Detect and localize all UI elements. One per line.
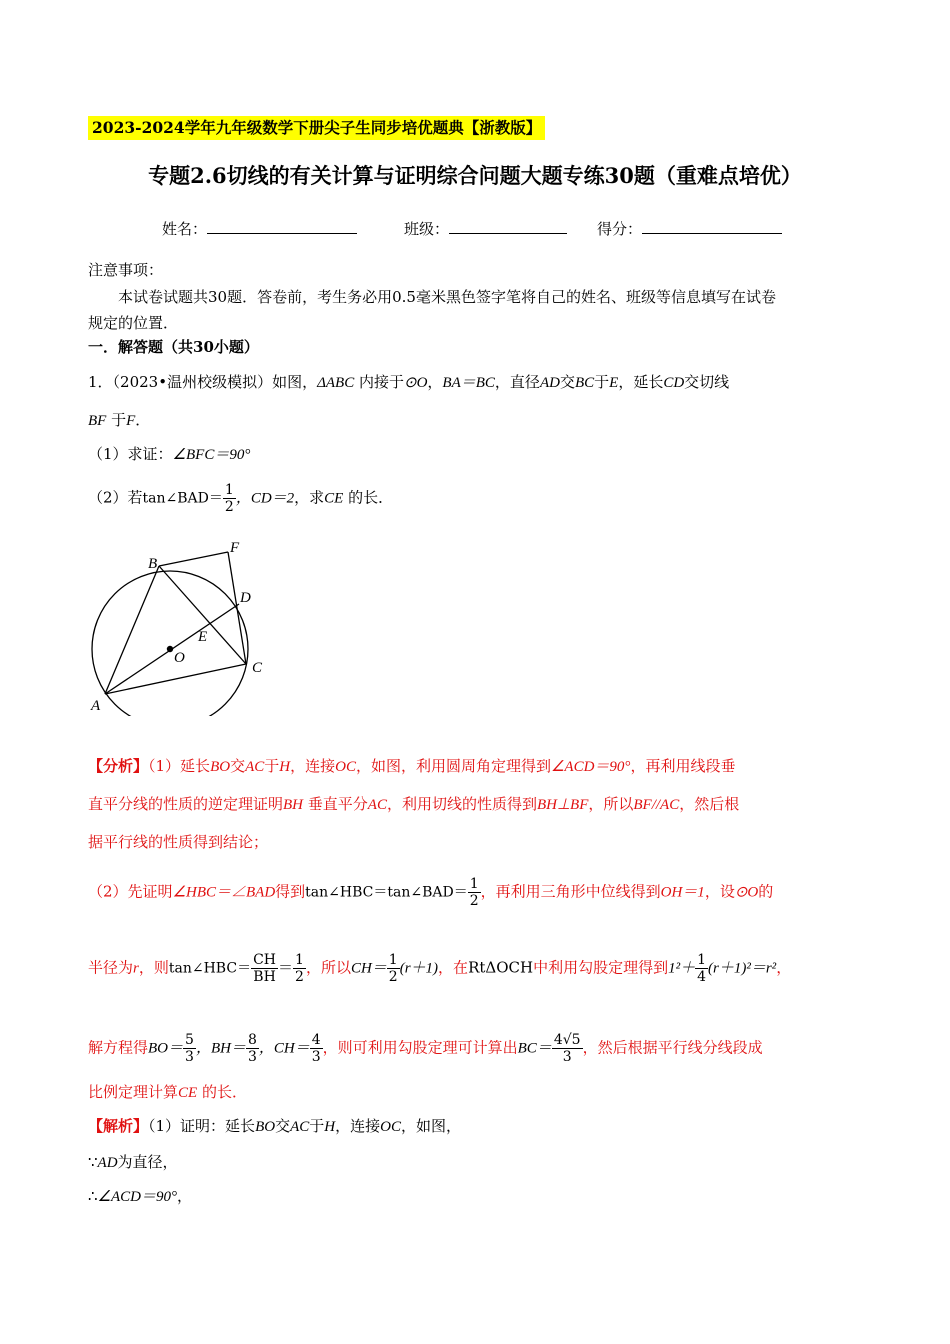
analysis-line-6: 解方程得BO＝ $\frac{5}{3}$ ，BH＝ $\frac{8}{3}$ ，CH＝ $\frac{4}{3}$ ，则可利用勾股定理可计算出BC＝ $\frac{4√5}{3}$ ，然后根据平行线分线段成 <box>88 1032 763 1065</box>
label-b: B <box>148 556 158 572</box>
analysis-line-1: 【分析】（1）延长BO交AC于H，连接OC，如图，利用圆周角定理得到∠ACD＝90°，再利用线段垂 <box>88 757 736 775</box>
section-heading: 一．解答题（共30小题） <box>88 338 259 356</box>
label-o: O <box>174 650 185 666</box>
notes-heading: 注意事项： <box>88 261 164 279</box>
class-label: 班级： <box>404 220 450 238</box>
notes-body-2: 规定的位置． <box>88 314 179 332</box>
score-blank[interactable] <box>642 219 782 234</box>
page-title: 专题2.6切线的有关计算与证明综合问题大题专练30题（重难点培优） <box>148 163 802 188</box>
analysis-line-2: 直平分线的性质的逆定理证明BH 垂直平分AC，利用切线的性质得到BH⊥BF，所以BF//AC，然后根 <box>88 795 740 813</box>
segment-ac <box>105 664 246 694</box>
label-c: C <box>252 660 263 676</box>
label-f: F <box>230 540 240 556</box>
score-field[interactable] <box>597 218 782 239</box>
solution-tag: 【解析】 <box>88 1117 149 1135</box>
score-label: 得分： <box>597 220 643 238</box>
segment-ab <box>105 566 159 694</box>
q1-line-1: 1．（2023•温州校级模拟）如图，ΔABC 内接于⊙O，BA＝BC，直径AD交BC于E，延长CD交切线 <box>88 373 730 391</box>
name-field[interactable] <box>162 218 357 239</box>
q1-line-2: BF 于F． <box>88 411 151 429</box>
class-blank[interactable] <box>449 219 567 234</box>
label-d: D <box>240 590 251 606</box>
circle-figure <box>88 536 278 716</box>
segment-bf <box>159 552 228 566</box>
header-banner: 2023-2024学年九年级数学下册尖子生同步培优题典【浙教版】 <box>88 116 545 140</box>
circle-outline <box>92 571 248 716</box>
label-a: A <box>91 698 101 714</box>
name-blank[interactable] <box>207 219 357 234</box>
analysis-tag: 【分析】 <box>88 757 149 775</box>
analysis-line-4: （2）先证明∠HBC＝∠BAD得到tan∠HBC＝tan∠BAD＝ $\frac{1}{2}$ ，再利用三角形中位线得到OH＝1，设⊙O的 <box>88 876 774 909</box>
q1-part-2: （2）若tan∠BAD＝ $\frac{1}{2}$ ，CD＝2，求CE 的长． <box>88 482 394 515</box>
solution-line-2: ∵AD为直径， <box>88 1153 178 1171</box>
name-label: 姓名： <box>162 220 208 238</box>
center-point <box>167 646 173 652</box>
notes-body-1: 本试卷试题共30题．答卷前，考生务必用0.5毫米黑色签字笔将自己的姓名、班级等信息填写在试卷 <box>118 288 776 306</box>
q1-part-1: （1）求证：∠BFC＝90° <box>88 445 251 463</box>
solution-line-3: ∴∠ACD＝90°， <box>88 1187 193 1205</box>
analysis-line-7: 比例定理计算CE 的长． <box>88 1083 247 1101</box>
analysis-line-5: 半径为r，则tan∠HBC＝ $\frac{CH}{BH}$ ＝ $\frac{1}{2}$ ，所以CH＝ $\frac{1}{2}$ (r＋1)，在RtΔOCH中利用勾股定理得到1²＋ $\frac{1}{4}$ (r＋1)²＝r²， <box>88 952 792 985</box>
solution-line-1: 【解析】（1）证明：延长BO交AC于H，连接OC，如图， <box>88 1117 461 1135</box>
analysis-line-3: 据平行线的性质得到结论； <box>88 833 269 851</box>
label-e: E <box>198 629 208 645</box>
class-field[interactable] <box>404 218 567 239</box>
